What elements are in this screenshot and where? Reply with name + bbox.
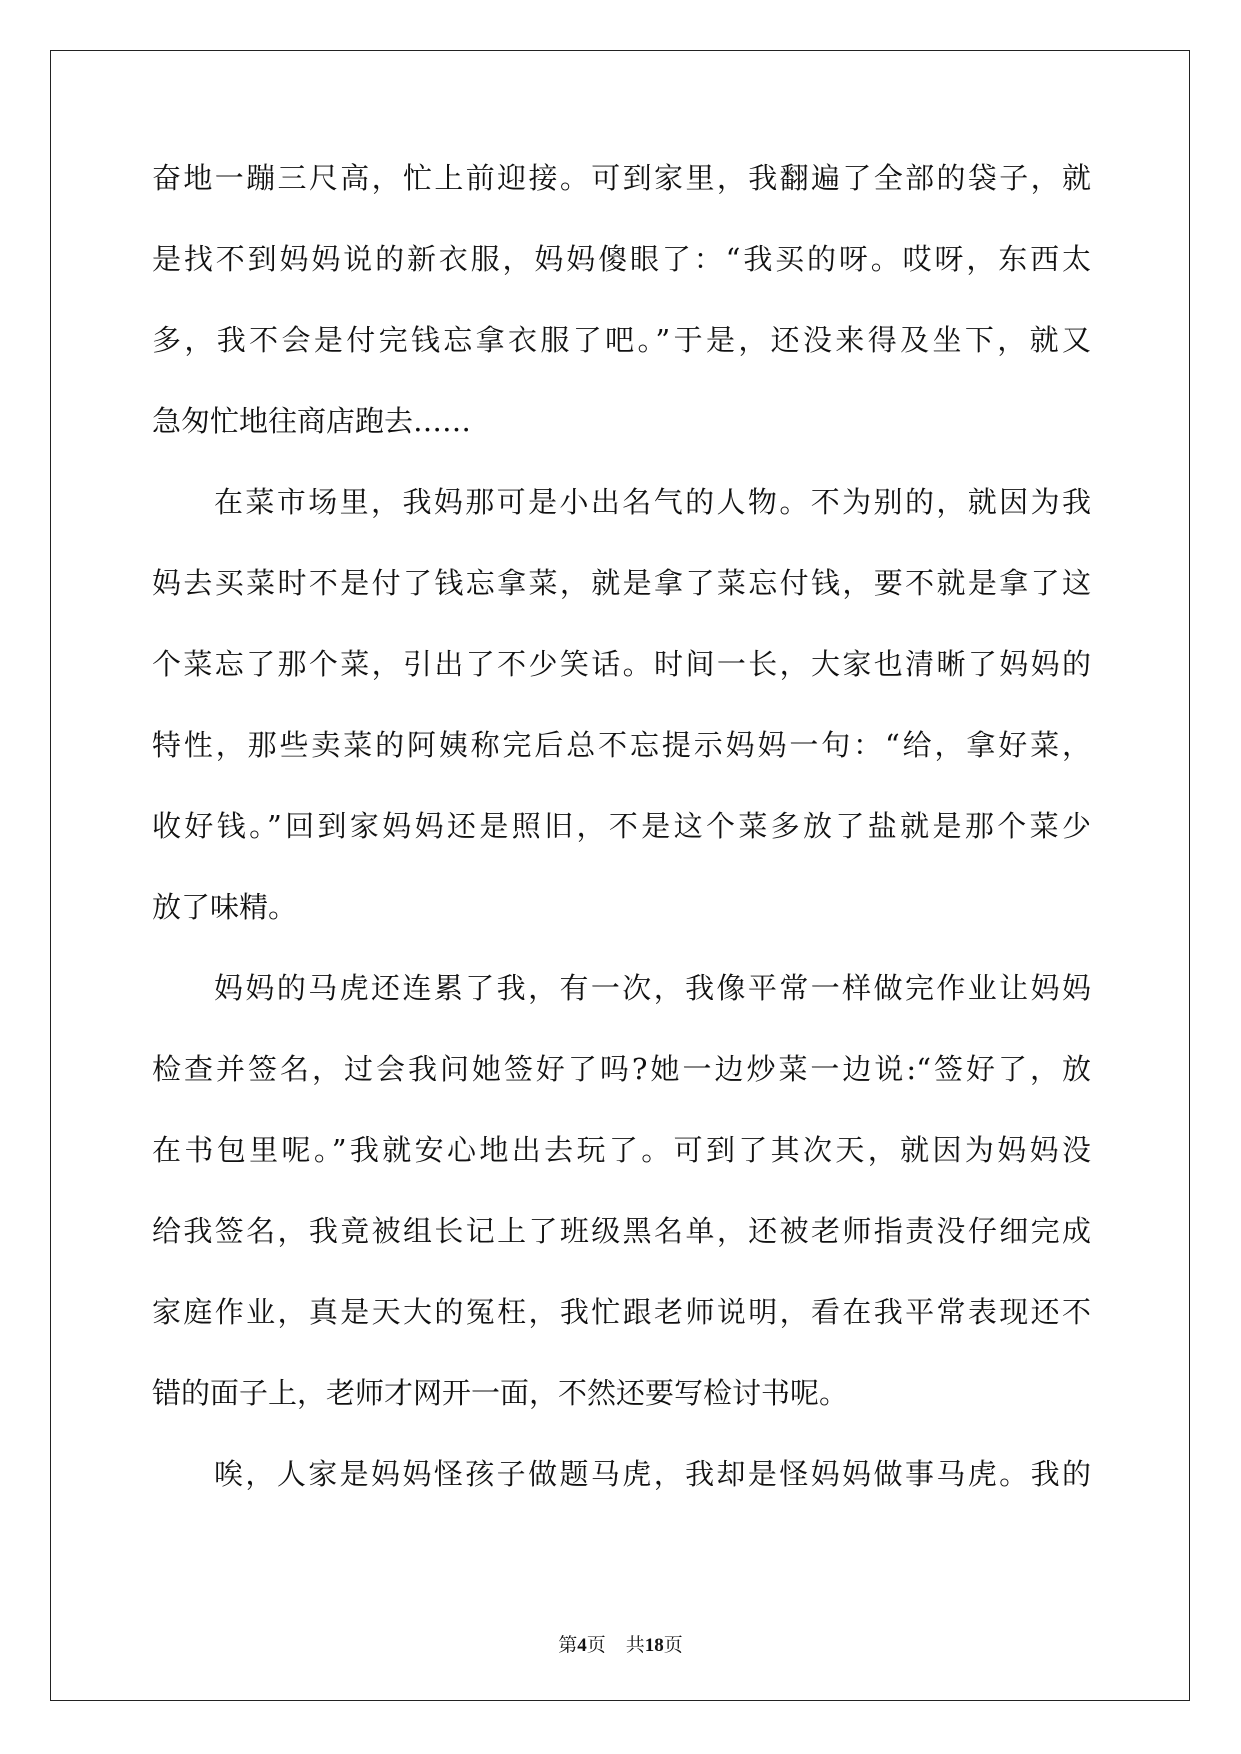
text-line: 检查并签名，过会我问她签好了吗?她一边炒菜一边说:“签好了，放 [152, 1052, 1091, 1086]
text-line: 个菜忘了那个菜，引出了不少笑话。时间一长，大家也清晰了妈妈的 [152, 647, 1091, 681]
page-number: 4 [577, 1635, 587, 1656]
paragraph-start-line: 唉，人家是妈妈怪孩子做题马虎，我却是怪妈妈做事马虎。我的 [214, 1457, 1091, 1491]
total-suffix: 页 [663, 1635, 683, 1656]
total-pages: 18 [644, 1635, 664, 1656]
text-line: 错的面子上，老师才网开一面，不然还要写检讨书呢。 [152, 1376, 849, 1410]
page-prefix: 第 [558, 1635, 578, 1656]
text-line: 特性，那些卖菜的阿姨称完后总不忘提示妈妈一句：“给，拿好菜， [152, 728, 1091, 762]
text-line: 收好钱。”回到家妈妈还是照旧，不是这个菜多放了盐就是那个菜少 [152, 809, 1091, 843]
text-line: 妈去买菜时不是付了钱忘拿菜，就是拿了菜忘付钱，要不就是拿了这 [152, 566, 1091, 600]
total-prefix: 共 [625, 1635, 645, 1656]
text-line: 急匆忙地往商店跑去…… [152, 404, 472, 438]
text-line: 奋地一蹦三尺高，忙上前迎接。可到家里，我翻遍了全部的袋子，就 [152, 161, 1091, 195]
paragraph-start-line: 在菜市场里，我妈那可是小出名气的人物。不为别的，就因为我 [214, 485, 1091, 519]
document-body [152, 160, 1091, 1537]
text-line: 在书包里呢。”我就安心地出去玩了。可到了其次天，就因为妈妈没 [152, 1133, 1091, 1167]
page-footer [0, 1630, 1241, 1657]
text-line: 多，我不会是付完钱忘拿衣服了吧。”于是，还没来得及坐下，就又 [152, 323, 1091, 357]
text-line: 给我签名，我竟被组长记上了班级黑名单，还被老师指责没仔细完成 [152, 1214, 1091, 1248]
page-suffix: 页 [586, 1635, 606, 1656]
paragraph-start-line: 妈妈的马虎还连累了我，有一次，我像平常一样做完作业让妈妈 [214, 971, 1091, 1005]
text-line: 是找不到妈妈说的新衣服，妈妈傻眼了：“我买的呀。哎呀，东西太 [152, 242, 1091, 276]
text-line: 放了味精。 [152, 890, 298, 924]
text-line: 家庭作业，真是天大的冤枉，我忙跟老师说明，看在我平常表现还不 [152, 1295, 1091, 1329]
